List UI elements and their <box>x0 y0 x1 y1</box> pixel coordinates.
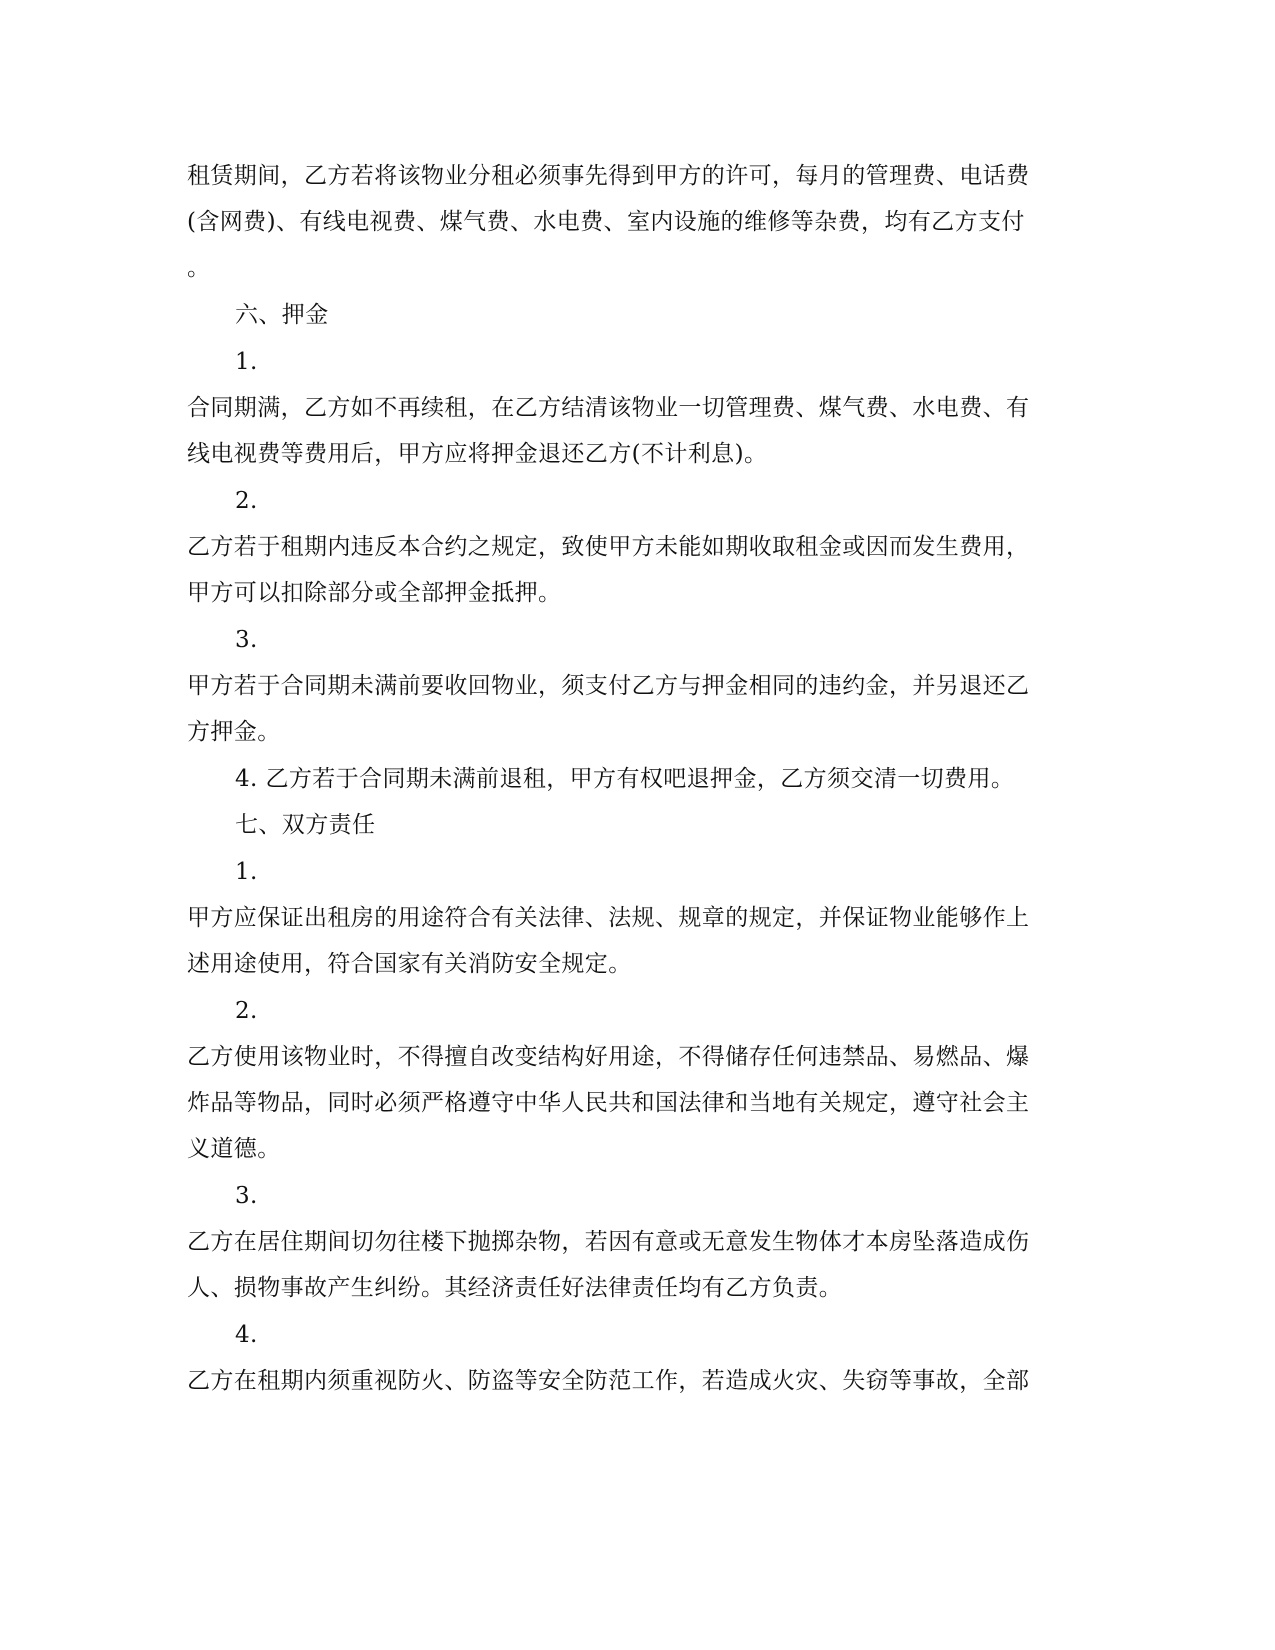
item-line: 4. 乙方若于合同期未满前退租，甲方有权吧退押金，乙方须交清一切费用。 <box>235 766 1015 792</box>
paragraph-line: 人、损物事故产生纠纷。其经济责任好法律责任均有乙方负责。 <box>187 1275 843 1301</box>
paragraph-line: 租赁期间，乙方若将该物业分租必须事先得到甲方的许可，每月的管理费、电话费 <box>187 163 1030 189</box>
paragraph-line: 乙方若于租期内违反本合约之规定，致使甲方未能如期收取租金或因而发生费用， <box>187 534 1030 560</box>
paragraph-line: 乙方在居住期间切勿往楼下抛掷杂物，若因有意或无意发生物体才本房坠落造成伤 <box>187 1229 1030 1255</box>
section-heading-responsibilities: 七、双方责任 <box>235 812 376 838</box>
paragraph-line: 乙方在租期内须重视防火、防盗等安全防范工作，若造成火灾、失窃等事故，全部 <box>187 1368 1030 1394</box>
item-number: 2. <box>235 488 258 514</box>
paragraph-line: (含网费)、有线电视费、煤气费、水电费、室内设施的维修等杂费，均有乙方支付 <box>187 209 1025 235</box>
paragraph-line: 甲方应保证出租房的用途符合有关法律、法规、规章的规定，并保证物业能够作上 <box>187 905 1030 931</box>
paragraph-line: 甲方可以扣除部分或全部押金抵押。 <box>187 580 562 606</box>
item-number: 3. <box>235 627 258 653</box>
item-number: 4. <box>235 1322 258 1348</box>
section-heading-deposit: 六、押金 <box>235 302 329 328</box>
paragraph-line: 乙方使用该物业时，不得擅自改变结构好用途，不得储存任何违禁品、易燃品、爆 <box>187 1044 1030 1070</box>
item-number: 1. <box>235 859 258 885</box>
item-number: 2. <box>235 998 258 1024</box>
paragraph-line: 述用途使用，符合国家有关消防安全规定。 <box>187 951 632 977</box>
paragraph-line: 义道德。 <box>187 1136 281 1162</box>
paragraph-line: 方押金。 <box>187 719 281 745</box>
paragraph-line: 。 <box>187 255 211 281</box>
item-number: 1. <box>235 349 258 375</box>
paragraph-line: 炸品等物品，同时必须严格遵守中华人民共和国法律和当地有关规定，遵守社会主 <box>187 1090 1030 1116</box>
paragraph-line: 合同期满，乙方如不再续租，在乙方结清该物业一切管理费、煤气费、水电费、有 <box>187 395 1030 421</box>
paragraph-line: 线电视费等费用后，甲方应将押金退还乙方(不计利息)。 <box>187 441 768 467</box>
paragraph-line: 甲方若于合同期未满前要收回物业，须支付乙方与押金相同的违约金，并另退还乙 <box>187 673 1030 699</box>
item-number: 3. <box>235 1183 258 1209</box>
